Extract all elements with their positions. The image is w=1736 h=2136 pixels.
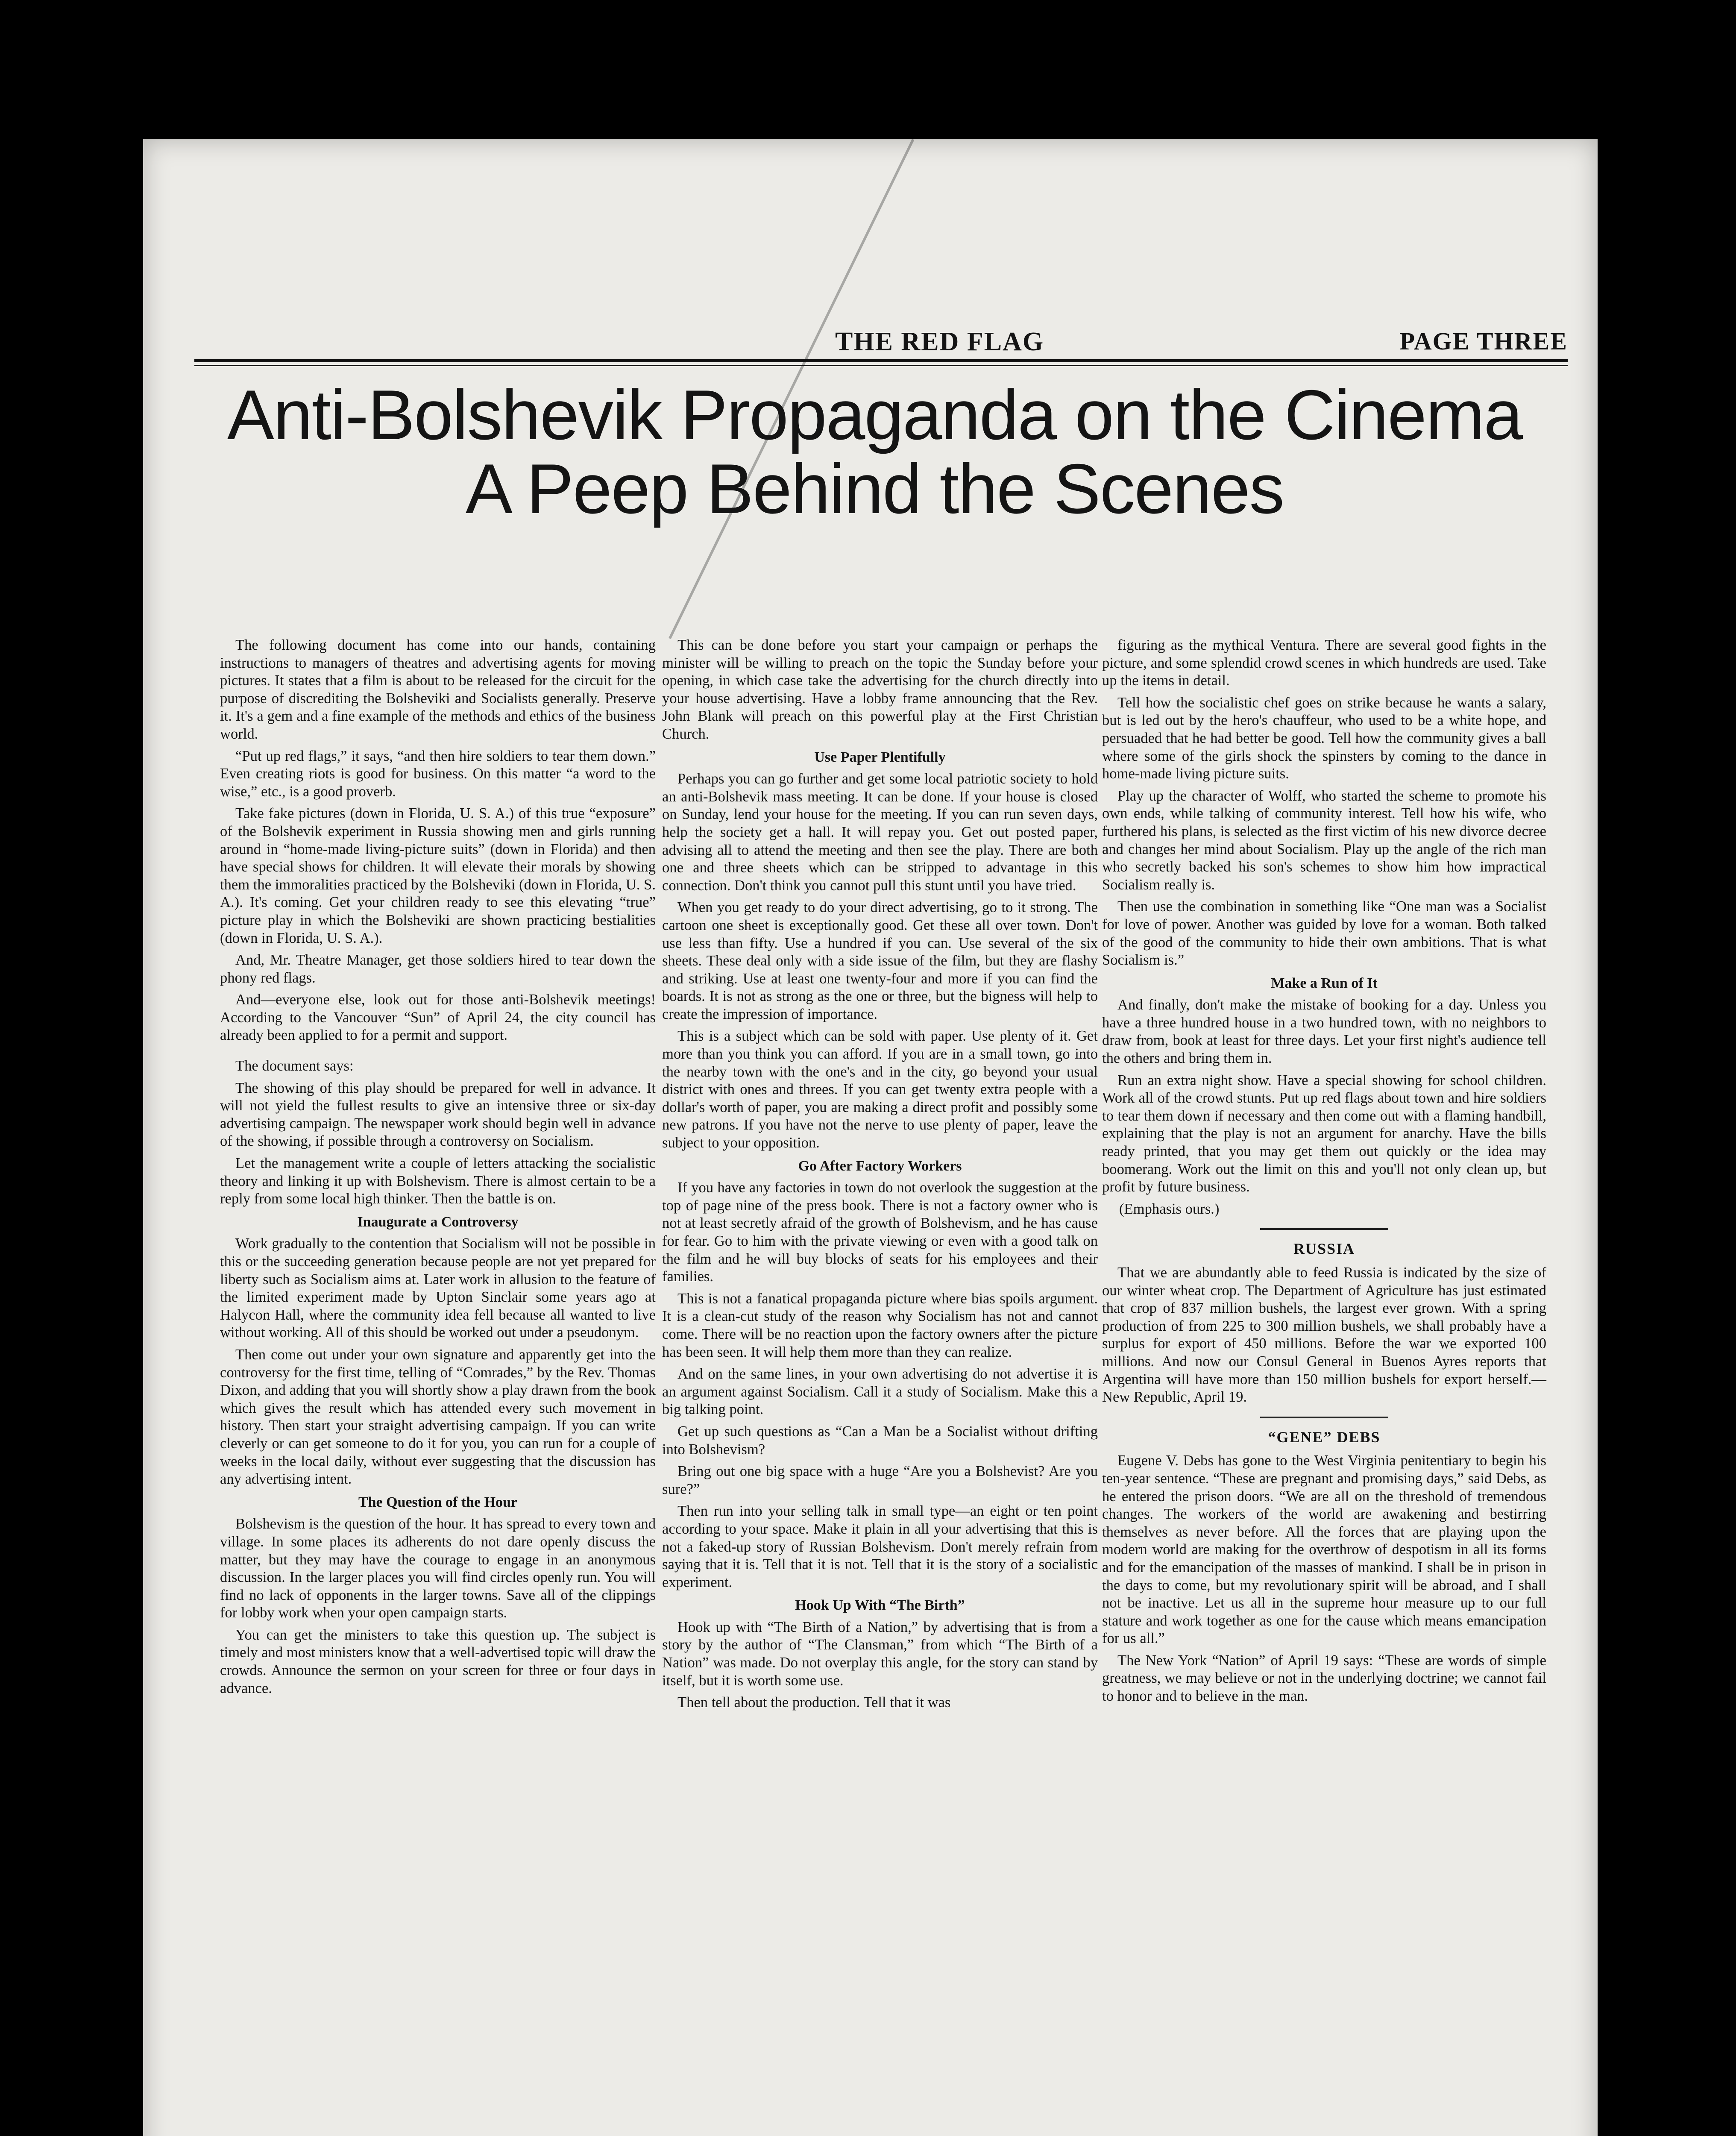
subheading: Use Paper Plentifully bbox=[814, 749, 946, 765]
paragraph: figuring as the mythical Ventura. There are several good fights in the picture, and some splendid crowd scenes in which hundreds are used. Take up the items in detail. bbox=[1102, 637, 1546, 689]
paragraph: Tell how the socialistic chef goes on strike because he wants a salary, but is led out by the hero's chauffeur, who used to be a white hope, and persuaded that he had better be good. Tell how the community gives a ball where some of the girls shock the spinsters by coming to the dance in home-made living picture suits. bbox=[1102, 694, 1546, 782]
paragraph: Hook up with “The Birth of a Nation,” by advertising that is from a story by the author of “The Clansman,” from which “The Birth of a Nation” was made. Do not overplay this angle, for the story can stand by itself, but it is worth some use. bbox=[662, 1619, 1098, 1689]
headline bbox=[169, 378, 1581, 526]
paragraph: Then come out under your own signature and apparently get into the controversy for the first time, telling of “Comrades,” by the Rev. Thomas Dixon, and adding that you will shortly show a play drawn from the book which gives the result which has attended every such movement in history. Then start your straight advertising campaign. If you can write cleverly or can get someone to do it for you, you can run for a couple of weeks in the local daily, without ever suggesting that the discussion has any advertising intent. bbox=[220, 1346, 656, 1488]
paragraph: Bolshevism is the question of the hour. It has spread to every town and village. In some places its adherents do not dare openly discuss the matter, but they may have the courage to engage in an anonymous discussion. In the larger places you will find circles openly run. You will find no lack of opponents in the larger towns. Save all of the clippings for lobby work when your open campaign starts. bbox=[220, 1516, 656, 1621]
paragraph: When you get ready to do your direct advertising, go to it strong. The cartoon one sheet is exceptionally good. Get these all over town. Don't use less than fifty. Use a hundred if you can. Use several of the six sheets. These deal only with a side issue of the film, but they are flashy and striking. Use at least one twenty-four and more if you can find the boards. It is not as strong as the one or three, but the bigness will help to create the impression of importance. bbox=[662, 899, 1098, 1022]
emphasis-note: (Emphasis ours.) bbox=[1119, 1200, 1220, 1217]
paragraph: You can get the ministers to take this question up. The subject is timely and most ministers know that a well-advertised topic will draw the crowds. Announce the sermon on your screen for three or four days in advance. bbox=[220, 1626, 656, 1696]
column-2 bbox=[662, 637, 1098, 1716]
headline-line-1: Anti-Bolshevik Propaganda on the Cinema bbox=[227, 376, 1522, 454]
paragraph: Perhaps you can go further and get some local patriotic society to hold an anti-Bolshevik mass meeting. It can be done. If your house is closed on Sunday, lend your house for the meeting. If you can run seven days, help the society get a hall. It will repay you. Get out posted paper, advising all to attend the meeting and then see the play. There are both one and three sheets which can be stripped to advantage in this connection. Don't think you cannot pull this stunt until you have tried. bbox=[662, 771, 1098, 894]
paragraph: And finally, don't make the mistake of booking for a day. Unless you have a three hundred house in a two hundred town, with no neighbors to draw from, book at least for three days. Let your first night's audience tell the others and bring them in. bbox=[1102, 997, 1546, 1067]
section-heading: “GENE” DEBS bbox=[1268, 1428, 1381, 1446]
paragraph: “Put up red flags,” it says, “and then hire soldiers to tear them down.” Even creating riots is good for business. On this matter “a word to the wise,” etc., is a good proverb. bbox=[220, 748, 656, 800]
page-header bbox=[194, 327, 1568, 378]
paragraph: If you have any factories in town do not overlook the suggestion at the top of page nine of the press book. There is not a factory owner who is not at least secretly afraid of the growth of Bolshevism, and he has cause for fear. Go to him with the private viewing or even with a good talk on the film and he will buy blocks of seats for his employees and their families. bbox=[662, 1179, 1098, 1285]
section-divider bbox=[1260, 1228, 1388, 1230]
paragraph: Take fake pictures (down in Florida, U. S. A.) of this true “exposure” of the Bolshevik experiment in Russia showing men and girls running around in “home-made living-picture suits” (down in Florida) and then have special shows for children. It will elevate their morals by showing them the immoralities practiced by the Bolsheviki (down in Florida, U. S. A.). It's coming. Get your children ready to see this elevating “true” picture play in which the Bolsheviki are shown practicing bestialities (down in Florida, U. S. A.). bbox=[220, 805, 656, 946]
paragraph: Then use the combination in something like “One man was a Socialist for love of power. Another was guided by love for a woman. Both talked of the good of the community to hide their own ambitions. That is what Socialism is.” bbox=[1102, 898, 1546, 968]
paragraph: Run an extra night show. Have a special showing for school children. Work all of the crowd stunts. Put up red flags about town and hire soldiers to tear them down if necessary and then come out with a flaming handbill, explaining that the play is not an argument for anarchy. Have the bills ready printed, that you may get them out quickly or the idea may boomerang. Work out the limit on this and you'll not only clean up, but profit by future business. bbox=[1102, 1072, 1546, 1195]
subheading: Inaugurate a Controversy bbox=[357, 1214, 519, 1230]
column-1 bbox=[220, 637, 656, 1702]
paragraph: The New York “Nation” of April 19 says: “These are words of simple greatness, we may believe or not in the underlying doctrine; we cannot fail to honor and to believe in the man. bbox=[1102, 1652, 1546, 1705]
paragraph: The showing of this play should be prepared for well in advance. It will not yield the fullest results to give an intensive three or six-day advertising campaign. The newspaper work should begin well in advance of the showing, if possible through a controversy on Socialism. bbox=[220, 1080, 656, 1150]
header-rule bbox=[194, 359, 1568, 366]
subheading: Hook Up With “The Birth” bbox=[795, 1597, 965, 1614]
section-heading: RUSSIA bbox=[1293, 1240, 1355, 1258]
paragraph: The following document has come into our hands, containing instructions to managers of theatres and advertising agents for moving pictures. It states that a film is about to be released for the circuit for the purpose of discrediting the Bolsheviki and Socialists generally. Preserve it. It's a gem and a fine example of the methods and ethics of the business world. bbox=[220, 637, 656, 742]
paragraph: And, Mr. Theatre Manager, get those soldiers hired to tear down the phony red flags. bbox=[220, 952, 656, 986]
paragraph: This is a subject which can be sold with paper. Use plenty of it. Get more than you think you can afford. If you are in a small town, go into the nearby town with the one's and in the city, go beyond your usual district with ones and threes. If you can get twenty extra people with a dollar's worth of paper, you are making a direct profit and possibly some new patrons. If you have not the nerve to use plenty of paper, leave the subject to your opposition. bbox=[662, 1028, 1098, 1151]
paragraph: Eugene V. Debs has gone to the West Virginia penitentiary to begin his ten-year sentence. “These are pregnant and promising days,” said Debs, as he entered the prison doors. “We are all on the threshold of tremendous changes. The workers of the world are awakening and bestirring themselves as never before. All the forces that are playing upon the modern world are making for the overthrow of despotism in all its forms and for the emancipation of the masses of mankind. I shall be in prison in the days to come, but my revolutionary spirit will be abroad, and I shall not be inactive. Let us all in the supreme hour measure up to our full stature and work together as one for the cause which means emancipation for us all.” bbox=[1102, 1452, 1546, 1647]
paragraph: This can be done before you start your campaign or perhaps the minister will be willing to preach on the topic the Sunday before your opening, in which case take the advertising for the church directly into your house advertising. Have a lobby frame announcing that the Rev. John Blank will preach on this powerful play at the First Christian Church. bbox=[662, 637, 1098, 742]
paragraph: Bring out one big space with a huge “Are you a Bolshevist? Are you sure?” bbox=[662, 1463, 1098, 1497]
paragraph: This is not a fanatical propaganda picture where bias spoils argument. It is a clean-cut study of the reason why Socialism has not and cannot come. There will be no reaction upon the factory owners after the picture has been seen. It will help them more than they can realize. bbox=[662, 1290, 1098, 1360]
paragraph: Work gradually to the contention that Socialism will not be possible in this or the succeeding generation because people are not yet prepared for liberty such as Socialism aims at. Later work in allusion to the feature of the limited experiment made by Upton Sinclair some years ago at Halycon Hall, where the community idea fell because all wanted to live without working. All of this should be worked out under a pseudonym. bbox=[220, 1235, 656, 1341]
paragraph: That we are abundantly able to feed Russia is indicated by the size of our winter wheat crop. The Department of Agriculture has just estimated that crop of 837 million bushels, the largest ever grown. With a spring production of from 225 to 300 million bushels, we shall probably have a surplus for export of 450 millions. Before the war we exported 100 millions. And now our Consul General in Buenos Ayres reports that Argentina will have more than 150 million bushels for export herself.—New Republic, April 19. bbox=[1102, 1265, 1546, 1405]
paragraph: Let the management write a couple of letters attacking the socialistic theory and linking it up with Bolshevism. There is almost certain to be a reply from some local high thinker. Then the battle is on. bbox=[220, 1155, 656, 1207]
subheading: Make a Run of It bbox=[1271, 975, 1378, 991]
column-3 bbox=[1102, 637, 1546, 1710]
paragraph: And—everyone else, look out for those anti-Bolshevik meetings! According to the Vancouver “Sun” of April 24, the city council has already been applied to for a permit and support. bbox=[220, 992, 656, 1044]
headline-line-2: A Peep Behind the Scenes bbox=[465, 449, 1284, 528]
paragraph: Get up such questions as “Can a Man be a Socialist without drifting into Bolshevism? bbox=[662, 1423, 1098, 1458]
paragraph: Then run into your selling talk in small type—an eight or ten point according to your space. Make it plain in all your advertising that this is not a faked-up story of Russian Bolshevism. Don't merely refrain from saying that it is. Tell that it is not. Tell that it is the story of a socialistic experiment. bbox=[662, 1503, 1098, 1590]
newspaper-page bbox=[143, 139, 1598, 2136]
paragraph: The document says: bbox=[235, 1058, 354, 1074]
page-label: PAGE THREE bbox=[1399, 327, 1568, 355]
paragraph: And on the same lines, in your own advertising do not advertise it is an argument against Socialism. Call it a study of Socialism. Make this a big talking point. bbox=[662, 1366, 1098, 1418]
subheading: The Question of the Hour bbox=[358, 1494, 518, 1510]
paper-name: THE RED FLAG bbox=[835, 327, 1044, 356]
subheading: Go After Factory Workers bbox=[798, 1158, 962, 1174]
section-divider bbox=[1260, 1417, 1388, 1418]
paragraph: Play up the character of Wolff, who started the scheme to promote his own ends, while talking of community interest. Tell how his wife, who furthered his plans, is selected as the first victim of his new divorce decree and changes her mind about Socialism. Play up the angle of the rich man who secretly backed his son's schemes to show him how impractical Socialism really is. bbox=[1102, 787, 1546, 893]
paragraph: Then tell about the production. Tell that it was bbox=[677, 1694, 951, 1711]
